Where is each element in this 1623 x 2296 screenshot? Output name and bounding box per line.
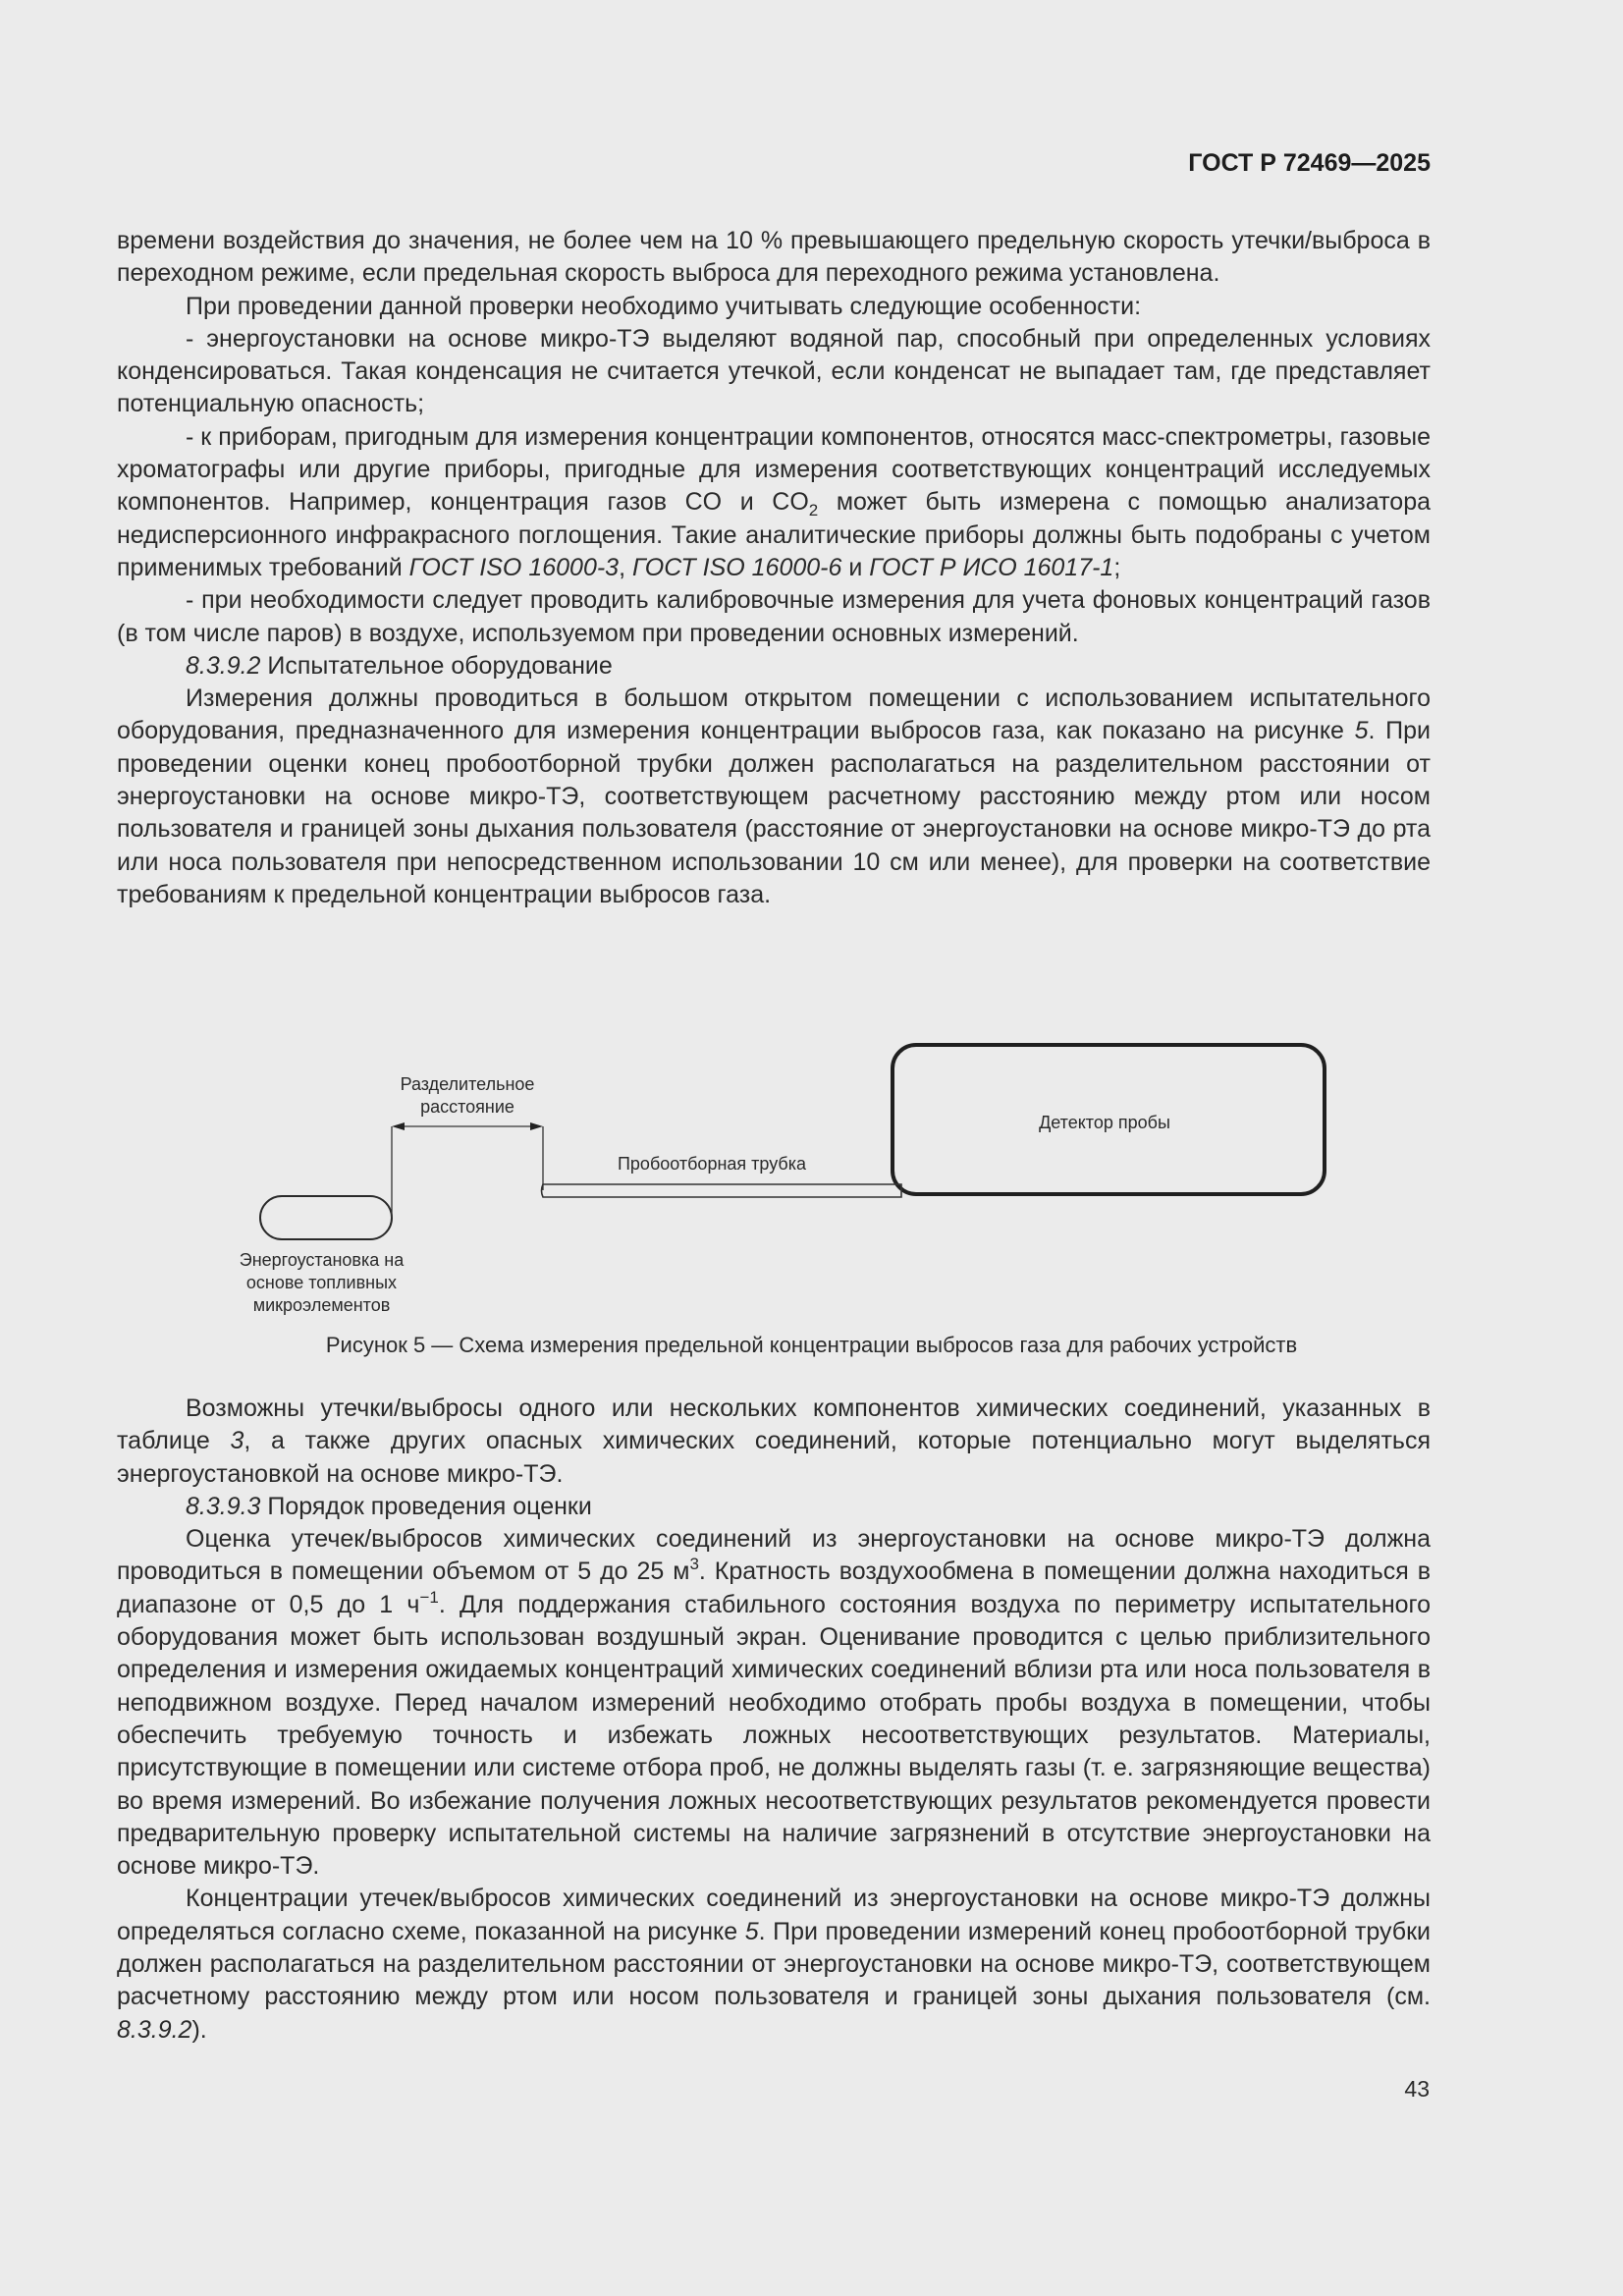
section-reference: 8.3.9.2	[117, 2015, 192, 2044]
standard-reference: ГОСТ ISO 16000-6	[631, 553, 842, 581]
list-item: - к приборам, пригодным для измерения концентрации компонентов, относятся масс-спектрометры, газовые хроматографы или другие приборы, пригодные для измерения соответствующих концентраций исследуемых компонентов. Например, концентрация газов CO и $CO_2$ может быть измерена с помощью анализатора недисперсионного инфракрасного поглощения. Такие аналитические приборы должны быть подобраны с учетом применимых требований ГОСТ ISO 16000-3, ГОСТ ISO 16000-6 и ГОСТ Р ИСО 16017-1;	[117, 422, 1431, 581]
arrow-right-icon	[530, 1122, 543, 1130]
document-header: ГОСТ Р 72469—2025	[1188, 149, 1431, 177]
figure-reference: 5	[744, 1917, 759, 1945]
list-item: - при необходимости следует проводить калибровочные измерения для учета фоновых концентраций газов (в том числе паров) в воздухе, используемом при проведении основных измерений.	[117, 586, 1431, 647]
section-number: 8.3.9.3	[186, 1492, 261, 1520]
paragraph: Концентрации утечек/выбросов химических соединений из энергоустановки на основе микро-ТЭ должны определяться согласно схеме, показанной на рисунке 5. При проведении измерений конец пробоотборной трубки должен располагаться на разделительном расстоянии от энергоустановки на основе микро-ТЭ, соответствующем расчетному расстоянию между ртом или носом пользователя и границей зоны дыхания пользователя (см. 8.3.9.2).	[117, 1885, 1431, 2044]
label-detector: Детектор пробы	[1039, 1113, 1170, 1132]
sample-tube	[542, 1184, 902, 1197]
paragraph: времени воздействия до значения, не более чем на 10 % превышающего предельную скорость утечки/выброса в переходном режиме, если предельная скорость выброса для переходного режима установлена.	[117, 227, 1431, 288]
standard-reference: ГОСТ ISO 16000-3	[408, 553, 620, 581]
paragraph: Измерения должны проводиться в большом открытом помещении с использованием испытательного оборудования, предназначенного для измерения концентрации выбросов газа, как показано на рисунке 5. При проведении оценки конец пробоотборной трубки должен располагаться на разделительном расстоянии от энергоустановки на основе микро-ТЭ, соответствующем расчетному расстоянию между ртом или носом пользователя и границей зоны дыхания пользователя (расстояние от энергоустановки на основе микро-ТЭ до рта или носа пользователя при непосредственном использовании 10 см или менее), для проверки на соответствие требованиям к предельной концентрации выбросов газа.	[117, 684, 1431, 908]
figure-caption: Рисунок 5 — Схема измерения предельной концентрации выбросов газа для рабочих устройств	[325, 1333, 1298, 1357]
section-number: 8.3.9.2	[186, 651, 261, 680]
figure-5-diagram	[0, 1021, 1623, 1336]
fuel-cell-device	[260, 1196, 392, 1239]
body-text-top	[117, 225, 1431, 911]
list-item: - энергоустановки на основе микро-ТЭ выделяют водяной пар, способный при определенных условиях конденсироваться. Такая конденсация не считается утечкой, если конденсат не выпадает там, где представляет потенциальную опасность;	[117, 324, 1431, 418]
table-reference: 3	[230, 1427, 244, 1455]
label-fuel-cell-device: Энергоустановка на основе топливных микроэлементов	[239, 1250, 405, 1315]
paragraph: Возможны утечки/выбросы одного или нескольких компонентов химических соединений, указанных в таблице 3, а также других опасных химических соединений, которые потенциально могут выделяться энергоустановкой на основе микро-ТЭ.	[117, 1394, 1431, 1488]
body-text-bottom	[117, 1393, 1431, 2047]
arrow-left-icon	[392, 1122, 405, 1130]
figure-reference: 5	[1354, 717, 1369, 745]
section-heading: 8.3.9.3 Порядок проведения оценки	[186, 1492, 592, 1520]
paragraph: Оценка утечек/выбросов химических соединений из энергоустановки на основе микро-ТЭ должна проводиться в помещении объемом от 5 до 25 $м^3$. Кратность воздухообмена в помещении должна находиться в диапазоне от 0,5 до 1 $ч^{-1}$. Для поддержания стабильного состояния воздуха по периметру испытательного оборудования может быть использован воздушный экран. Оценивание проводится с целью приблизительного определения и измерения ожидаемых концентраций химических соединений вблизи рта или носа пользователя в неподвижном воздухе. Перед началом измерений необходимо отобрать пробы воздуха в помещении, чтобы обеспечить требуемую точность и избежать ложных несоответствующих результатов. Материалы, присутствующие в помещении или системе отбора проб, не должны выделять газы (т. е. загрязняющие вещества) во время измерений. Во избежание получения ложных несоответствующих результатов рекомендуется провести предварительную проверку испытательной системы на наличие загрязнений в отсутствие энергоустановки на основе микро-ТЭ.	[117, 1525, 1431, 1881]
standard-reference: ГОСТ Р ИСО 16017-1	[869, 553, 1114, 581]
label-separation-distance: Разделительное расстояние	[400, 1074, 535, 1117]
label-sample-tube: Пробоотборная трубка	[617, 1154, 806, 1174]
page-number: 43	[1404, 2076, 1430, 2102]
paragraph: При проведении данной проверки необходимо учитывать следующие особенности:	[186, 292, 1142, 320]
section-heading: 8.3.9.2 Испытательное оборудование	[186, 651, 613, 680]
